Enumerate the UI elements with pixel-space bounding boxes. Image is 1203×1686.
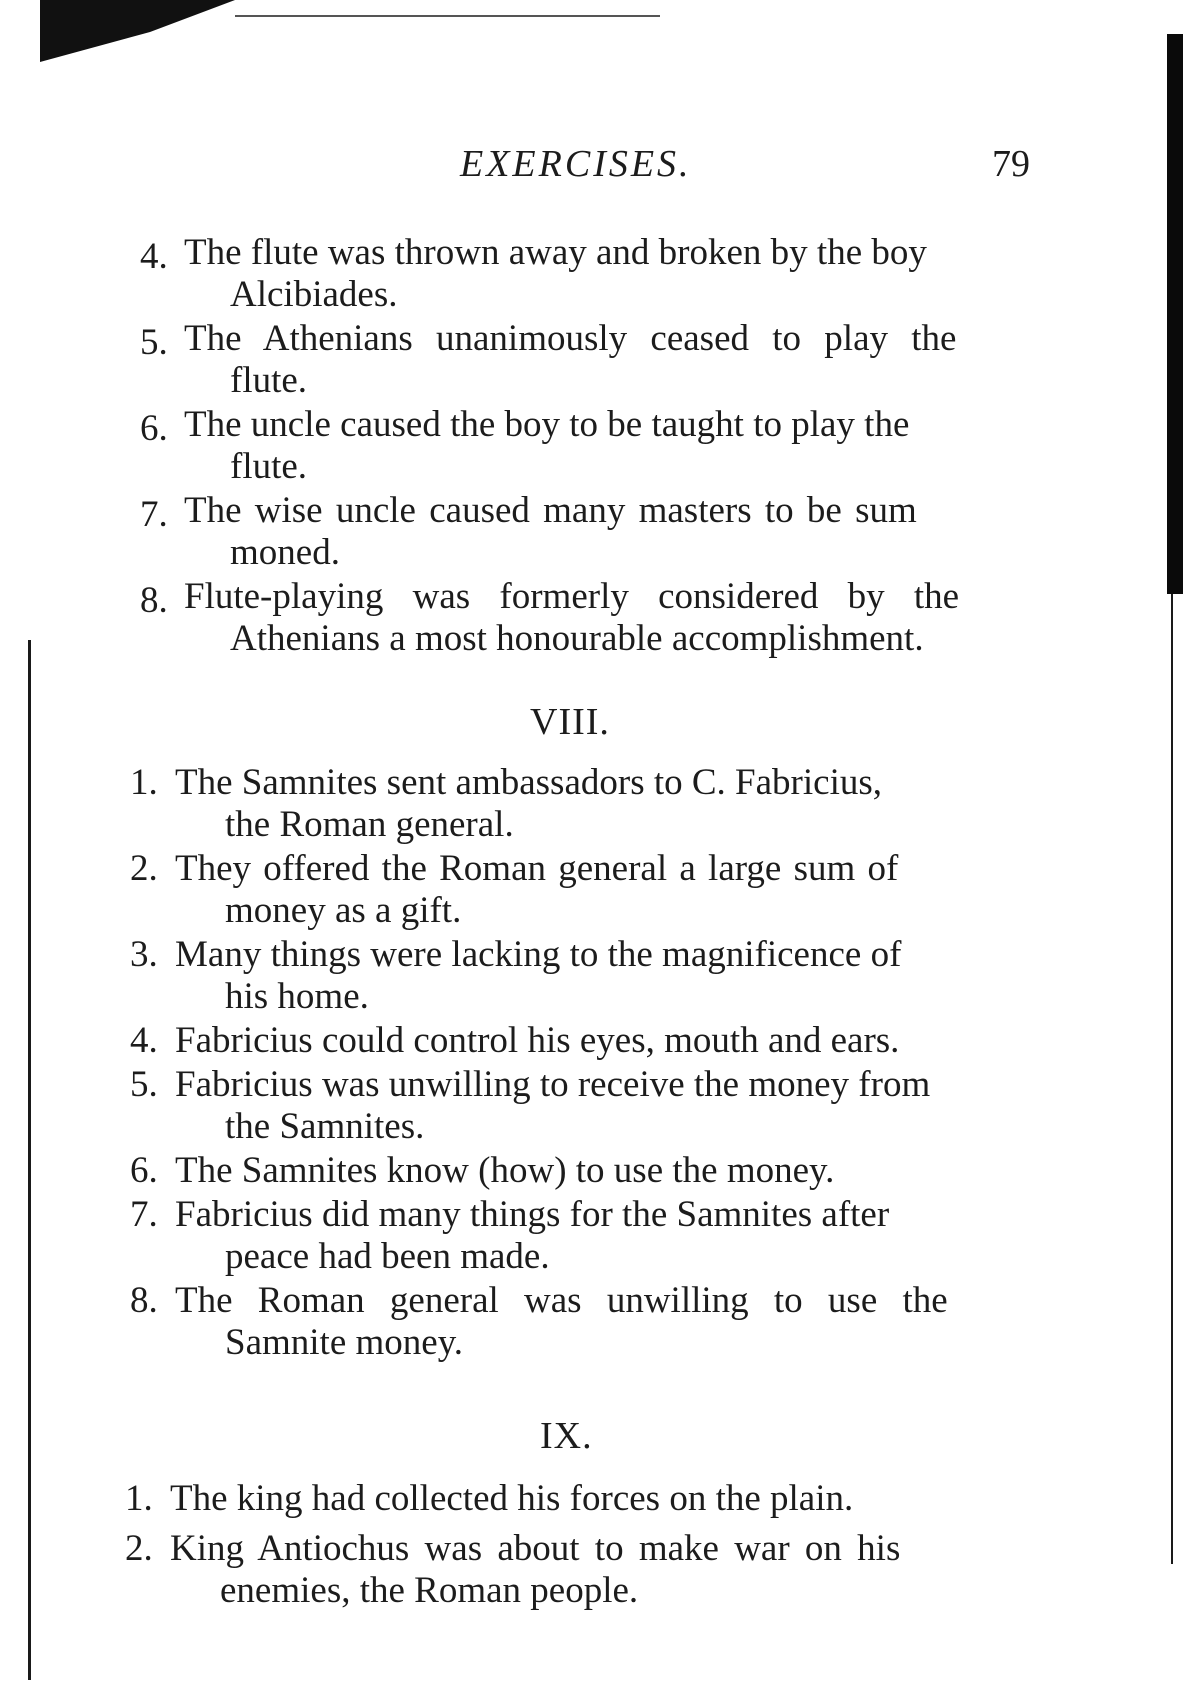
item-line: The king had collected his forces on the plain. (170, 1478, 854, 1519)
item-line: Fabricius did many things for the Samnites after (175, 1194, 890, 1235)
item-line: Athenians a most honourable accomplishment. (230, 618, 924, 659)
list-item (130, 848, 1030, 934)
item-line: enemies, the Roman people. (220, 1570, 639, 1611)
item-number: 7. (140, 494, 168, 535)
list-item (125, 1478, 1025, 1522)
item-number: 3. (130, 934, 158, 975)
list-item (130, 762, 1030, 848)
item-line: money as a gift. (225, 890, 462, 931)
scan-left-rule (28, 640, 31, 1680)
item-line: peace had been made. (225, 1236, 550, 1277)
item-number: 7. (130, 1194, 158, 1235)
item-number: 5. (130, 1064, 158, 1105)
item-line: The Samnites know (how) to use the money. (175, 1150, 835, 1191)
list-item (140, 490, 1040, 576)
item-number: 8. (130, 1280, 158, 1321)
scan-right-rule (1171, 594, 1173, 1564)
list-item (130, 1280, 1030, 1366)
scan-right-edge (1167, 34, 1183, 594)
item-line: Many things were lacking to the magnificence of (175, 934, 902, 975)
list-item (130, 1150, 1030, 1194)
list-item (130, 934, 1030, 1020)
item-number: 2. (125, 1528, 153, 1569)
item-line: Samnite money. (225, 1322, 464, 1363)
item-number: 1. (130, 762, 158, 803)
item-line: The uncle caused the boy to be taught to play the (184, 404, 910, 445)
item-number: 4. (130, 1020, 158, 1061)
item-line: moned. (230, 532, 340, 573)
item-line: Fabricius could control his eyes, mouth and ears. (175, 1020, 900, 1061)
item-line: They offered the Roman general a large sum of (175, 848, 899, 889)
item-line: The Roman general was unwilling to use the (175, 1280, 948, 1321)
item-line: Flute-playing was formerly considered by the (184, 576, 960, 617)
item-line: The Athenians unanimously ceased to play the (184, 318, 957, 359)
list-item (130, 1020, 1030, 1064)
item-number: 1. (125, 1478, 153, 1519)
item-line: Fabricius was unwilling to receive the money from (175, 1064, 931, 1105)
item-number: 8. (140, 580, 168, 621)
scan-edge-shadow (0, 0, 1203, 70)
list-item (140, 232, 1040, 318)
list-item (130, 1194, 1030, 1280)
list-item (125, 1528, 1025, 1614)
item-line: The flute was thrown away and broken by the boy (184, 232, 927, 273)
item-line: the Samnites. (225, 1106, 425, 1147)
item-line: flute. (230, 360, 308, 401)
section-heading-viii: VIII. (530, 701, 610, 743)
item-line: the Roman general. (225, 804, 514, 845)
list-item (140, 576, 1040, 662)
list-item (140, 404, 1040, 490)
item-line: his home. (225, 976, 369, 1017)
page-number: 79 (992, 143, 1030, 185)
running-head: EXERCISES. (460, 143, 692, 185)
item-line: flute. (230, 446, 308, 487)
item-line: The Samnites sent ambassadors to C. Fabricius, (175, 762, 883, 803)
item-number: 2. (130, 848, 158, 889)
item-line: Alcibiades. (230, 274, 398, 315)
list-item (140, 318, 1040, 404)
item-line: The wise uncle caused many masters to be sum (184, 490, 917, 531)
item-number: 6. (130, 1150, 158, 1191)
page-header (130, 142, 1030, 192)
section-heading-ix: IX. (540, 1415, 593, 1457)
item-number: 6. (140, 408, 168, 449)
item-line: King Antiochus was about to make war on his (170, 1528, 901, 1569)
item-number: 5. (140, 322, 168, 363)
list-item (130, 1064, 1030, 1150)
item-number: 4. (140, 236, 168, 277)
